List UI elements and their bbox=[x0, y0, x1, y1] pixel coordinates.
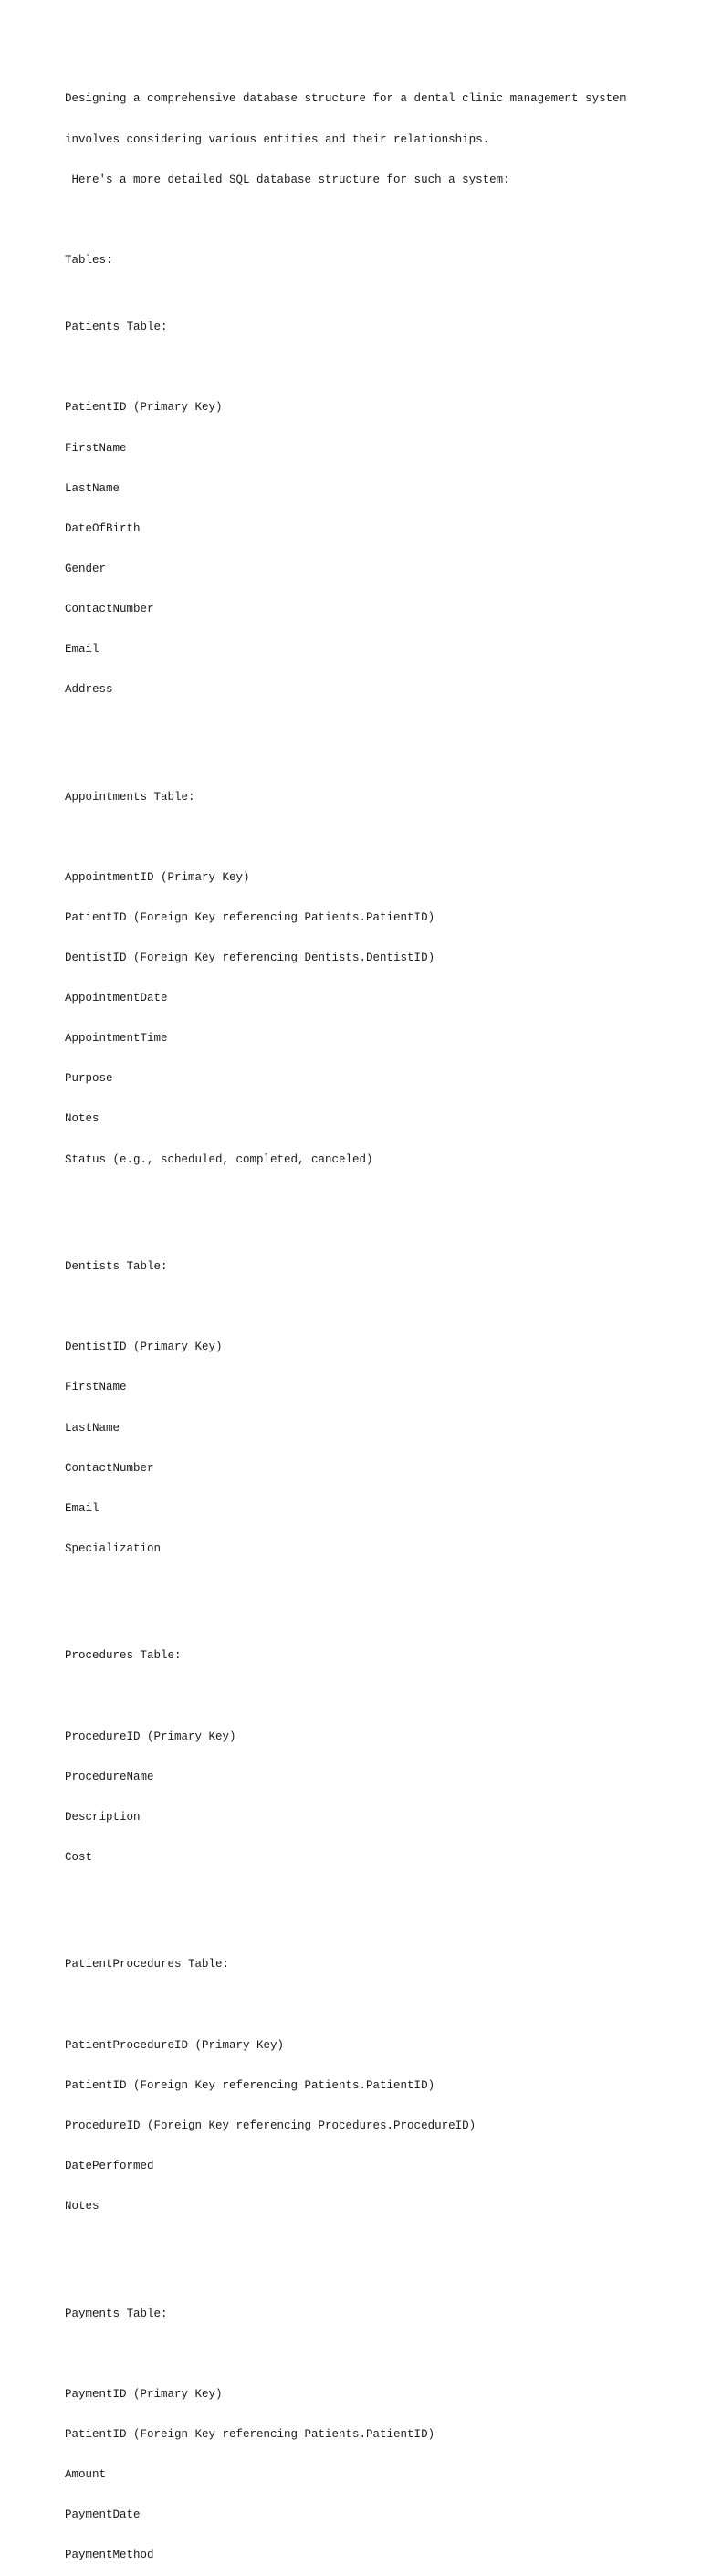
field-line: Gender bbox=[65, 562, 107, 575]
field-line: Purpose bbox=[65, 1072, 113, 1086]
field-line: PatientID (Foreign Key referencing Patients.PatientID) bbox=[65, 2078, 435, 2092]
field-line: Status (e.g., scheduled, completed, canceled) bbox=[65, 1152, 373, 1166]
intro-line-3: Here's a more detailed SQL database structure for such a system: bbox=[65, 173, 510, 186]
tables-heading: Tables: bbox=[65, 253, 113, 267]
field-line: DentistID (Primary Key) bbox=[65, 1341, 223, 1354]
field-line: Specialization bbox=[65, 1541, 162, 1555]
field-line: Email bbox=[65, 643, 99, 657]
field-line: ContactNumber bbox=[65, 602, 154, 615]
spacer bbox=[65, 1999, 685, 2013]
field-line: ProcedureName bbox=[65, 1770, 154, 1783]
intro-line-1: Designing a comprehensive database structure for a dental clinic management system bbox=[65, 92, 627, 106]
field-line: DatePerformed bbox=[65, 2159, 154, 2172]
field-line: DateOfBirth bbox=[65, 521, 141, 535]
field-line: ContactNumber bbox=[65, 1461, 154, 1475]
field-line: LastName bbox=[65, 1421, 120, 1435]
field-line: PaymentDate bbox=[65, 2508, 141, 2522]
field-line: Notes bbox=[65, 2200, 99, 2213]
spacer bbox=[65, 2348, 685, 2361]
field-line: FirstName bbox=[65, 441, 127, 455]
field-line: PatientID (Foreign Key referencing Patients.PatientID) bbox=[65, 911, 435, 924]
table-heading-dentists: Dentists Table: bbox=[65, 1260, 168, 1274]
field-line: DentistID (Foreign Key referencing Dentists.DentistID) bbox=[65, 952, 435, 965]
spacer bbox=[65, 1193, 685, 1207]
field-line: Email bbox=[65, 1501, 99, 1515]
spacer bbox=[65, 1300, 685, 1314]
spacer bbox=[65, 361, 685, 374]
field-line: Address bbox=[65, 683, 113, 697]
field-line: AppointmentDate bbox=[65, 992, 168, 1005]
intro-line-2: involves considering various entities and their relationships. bbox=[65, 132, 490, 146]
field-line: Description bbox=[65, 1810, 141, 1824]
field-line: ProcedureID (Foreign Key referencing Procedures.ProcedureID) bbox=[65, 2119, 476, 2132]
field-line: AppointmentTime bbox=[65, 1032, 168, 1046]
spacer bbox=[65, 2240, 685, 2254]
field-line: Amount bbox=[65, 2468, 107, 2481]
table-heading-procedures: Procedures Table: bbox=[65, 1649, 182, 1663]
spacer bbox=[65, 214, 685, 227]
field-line: PaymentMethod bbox=[65, 2549, 154, 2562]
table-heading-patients: Patients Table: bbox=[65, 321, 168, 334]
document-page bbox=[65, 66, 685, 2576]
field-line: Cost bbox=[65, 1850, 93, 1864]
table-heading-patient-procedures: PatientProcedures Table: bbox=[65, 1958, 230, 1971]
field-line: PatientID (Primary Key) bbox=[65, 401, 223, 415]
field-line: FirstName bbox=[65, 1381, 127, 1394]
field-line: PatientID (Foreign Key referencing Patients.PatientID) bbox=[65, 2427, 435, 2441]
field-line: PaymentID (Primary Key) bbox=[65, 2387, 223, 2401]
spacer bbox=[65, 831, 685, 845]
field-line: LastName bbox=[65, 481, 120, 495]
table-heading-payments: Payments Table: bbox=[65, 2307, 168, 2320]
spacer bbox=[65, 1690, 685, 1704]
spacer bbox=[65, 723, 685, 737]
field-line: PatientProcedureID (Primary Key) bbox=[65, 2038, 285, 2052]
field-line: AppointmentID (Primary Key) bbox=[65, 870, 250, 884]
spacer bbox=[65, 1582, 685, 1596]
spacer bbox=[65, 1891, 685, 1905]
field-line: Notes bbox=[65, 1112, 99, 1126]
field-line: ProcedureID (Primary Key) bbox=[65, 1730, 236, 1743]
table-heading-appointments: Appointments Table: bbox=[65, 790, 195, 804]
